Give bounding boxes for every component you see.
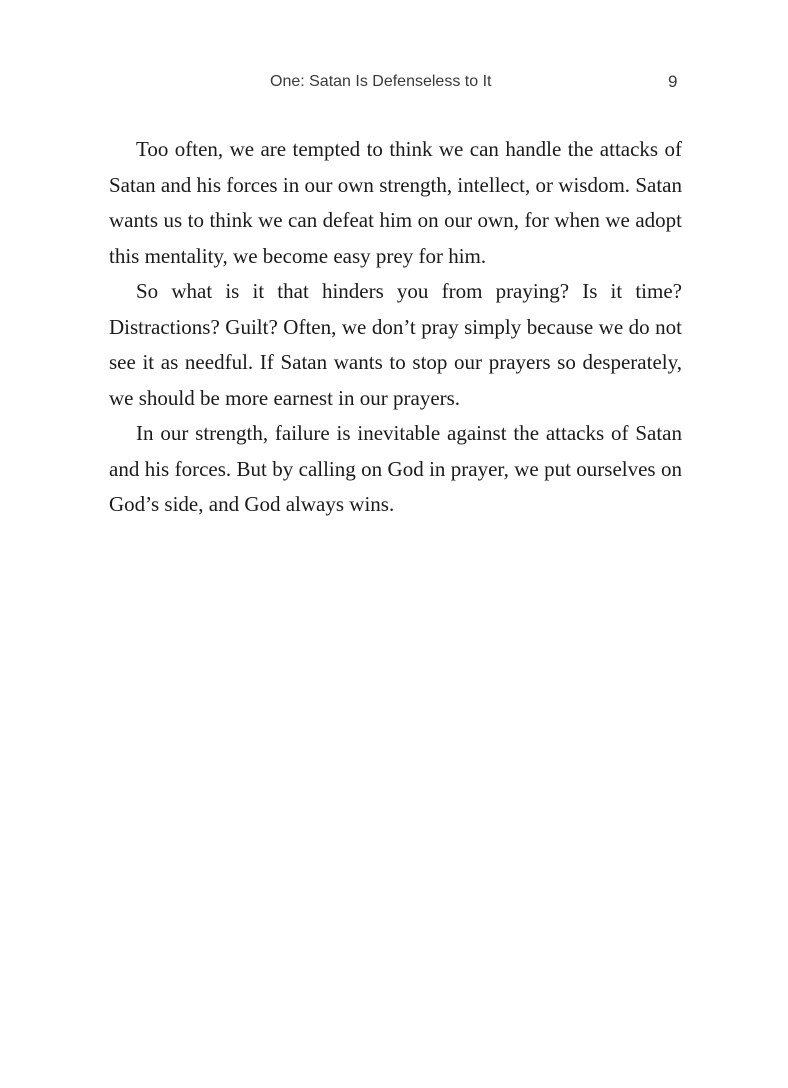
running-title: One: Satan Is Defenseless to It	[270, 73, 492, 90]
running-header	[0, 73, 788, 95]
body-text	[109, 132, 682, 523]
paragraph: In our strength, failure is inevitable against the attacks of Satan and his forces. But by calling on God in prayer, we put ourselves on God’s side, and God always wins.	[109, 421, 682, 516]
paragraph: Too often, we are tempted to think we can handle the attacks of Satan and his forces in our own strength, intellect, or wisdom. Satan wants us to think we can defeat him on our own, for when we adopt this mentality, we become easy prey for him.	[109, 137, 682, 268]
page-number: 9	[668, 72, 678, 91]
paragraph: So what is it that hinders you from praying? Is it time? Distractions? Guilt? Often, we don’t pray simply because we do not see it as needful. If Satan wants to stop our prayers so desperately, we should be more earnest in our prayers.	[109, 279, 682, 410]
